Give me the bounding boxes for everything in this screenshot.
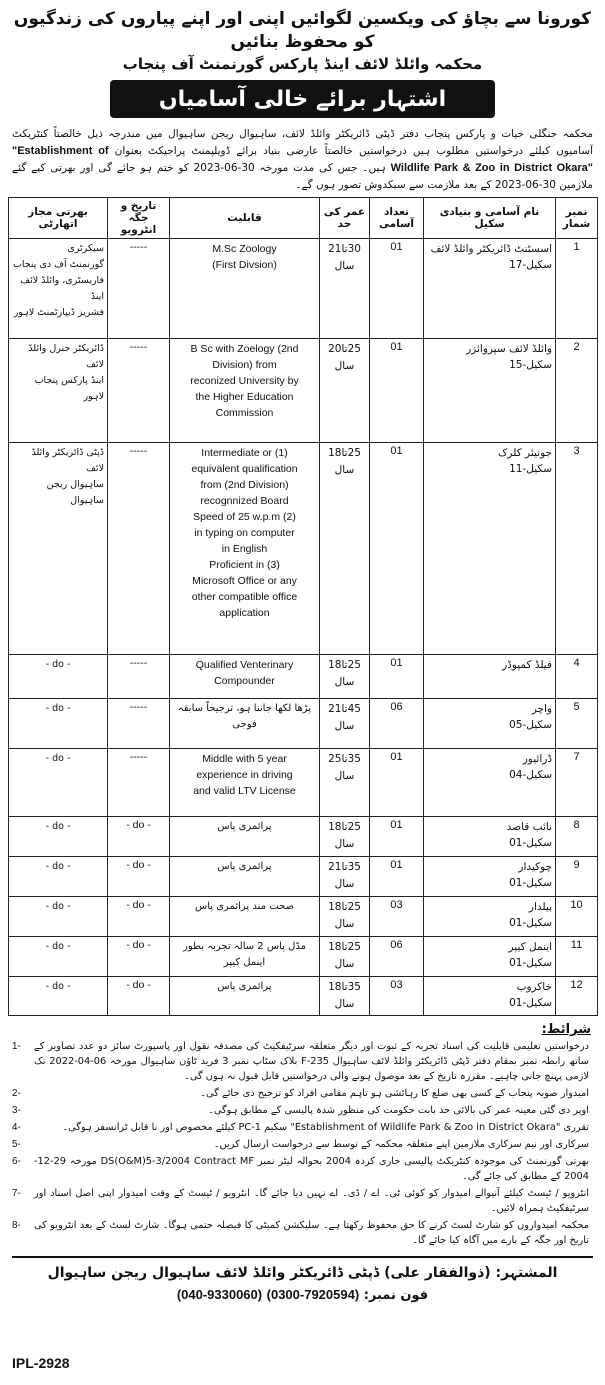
post-scale: سکیل-11 bbox=[509, 463, 552, 475]
post-quantity: 06 bbox=[390, 939, 403, 951]
authority-line: ڈپٹی ڈائریکٹر وائلڈ لائف bbox=[31, 447, 104, 474]
cell-serial bbox=[556, 977, 598, 1016]
post-quantity: 01 bbox=[390, 859, 403, 871]
cell-interview bbox=[108, 239, 170, 339]
condition-number: 2- bbox=[12, 1088, 21, 1099]
table-row bbox=[9, 937, 598, 977]
age-unit: سال bbox=[334, 260, 355, 272]
post-quantity: 03 bbox=[390, 899, 403, 911]
cell-qualification bbox=[170, 699, 320, 749]
serial-number: 1 bbox=[573, 241, 580, 253]
authority-line: ڈائریکٹر جنرل وائلڈ لائف bbox=[28, 343, 104, 370]
post-name: خاکروب bbox=[516, 981, 552, 993]
cell-age bbox=[320, 897, 370, 937]
header bbox=[8, 8, 597, 74]
post-quantity: 01 bbox=[390, 341, 403, 353]
interview-date: ----- bbox=[129, 657, 148, 669]
serial-number: 4 bbox=[573, 657, 580, 669]
cell-serial bbox=[556, 339, 598, 443]
qualification-line: equivalent qualification bbox=[191, 463, 298, 475]
cell-authority bbox=[9, 239, 108, 339]
condition-item bbox=[12, 1086, 593, 1101]
table-row bbox=[9, 239, 598, 339]
interview-date: - do - bbox=[126, 899, 151, 911]
phone-line bbox=[8, 1284, 597, 1307]
age-unit: سال bbox=[334, 958, 355, 970]
qualification-line: other compatible office bbox=[191, 591, 298, 603]
cell-interview bbox=[108, 897, 170, 937]
qualification-line: (1) Intermediate or bbox=[201, 447, 288, 459]
department-name: محکمہ وائلڈ لائف اینڈ پارکس گورنمنٹ آف پنجاب bbox=[122, 55, 483, 73]
qualification-line: in English bbox=[221, 543, 268, 555]
cell-post bbox=[424, 443, 556, 655]
condition-number: 8- bbox=[12, 1220, 21, 1231]
qualification-text: صحت مند پرائمری پاس bbox=[195, 901, 294, 912]
cell-quantity bbox=[370, 857, 424, 897]
advertiser: المشتہر: (ذوالفقار علی) ڈپٹی ڈائریکٹر وائلڈ لائف ساہیوال ریجن ساہیوال bbox=[47, 1265, 558, 1281]
authority-line: فاریسٹری، وائلڈ لائف اینڈ bbox=[20, 275, 104, 302]
post-scale: سکیل-01 bbox=[509, 877, 552, 889]
condition-text: اوپر دی گئی معینہ عمر کی بالائی حد بابت حکومت کی منظور شدہ پالیسی کے مطابق ہوگی۔ bbox=[208, 1105, 589, 1116]
authority-line: - do - bbox=[45, 941, 71, 952]
serial-number: 12 bbox=[570, 979, 583, 991]
table-row bbox=[9, 655, 598, 699]
condition-number: 4- bbox=[12, 1122, 21, 1133]
serial-number: 2 bbox=[573, 341, 580, 353]
age-unit: سال bbox=[334, 878, 355, 890]
cell-post bbox=[424, 817, 556, 857]
cell-post bbox=[424, 857, 556, 897]
age-range: 25تا18 bbox=[328, 447, 361, 459]
authority-line: - do - bbox=[45, 703, 71, 714]
cell-serial bbox=[556, 749, 598, 817]
table-row bbox=[9, 977, 598, 1016]
serial-number: 3 bbox=[573, 445, 580, 457]
age-range: 25تا18 bbox=[328, 901, 361, 913]
header-interview: تاریخ و جگہ انٹرویو bbox=[108, 198, 170, 239]
qualification-line: Compounder bbox=[214, 675, 275, 687]
table-row bbox=[9, 897, 598, 937]
post-scale: سکیل-01 bbox=[509, 917, 552, 929]
cell-interview bbox=[108, 699, 170, 749]
interview-date: ----- bbox=[129, 241, 148, 253]
condition-text: سرکاری اور نیم سرکاری ملازمین اپنے متعلقہ محکمہ کے توسط سے درخواست ارسال کریں۔ bbox=[213, 1139, 589, 1150]
cell-serial bbox=[556, 239, 598, 339]
cell-qualification bbox=[170, 897, 320, 937]
qualification-line: Commission bbox=[215, 407, 274, 419]
age-unit: سال bbox=[334, 918, 355, 930]
age-range: 35تا25 bbox=[328, 753, 361, 765]
table-row bbox=[9, 443, 598, 655]
condition-number: 3- bbox=[12, 1105, 21, 1116]
serial-number: 11 bbox=[570, 939, 583, 951]
age-unit: سال bbox=[334, 676, 355, 688]
cell-post bbox=[424, 897, 556, 937]
post-name: نائب قاصد bbox=[506, 821, 552, 833]
cell-quantity bbox=[370, 699, 424, 749]
cell-serial bbox=[556, 699, 598, 749]
table-row bbox=[9, 749, 598, 817]
authority-line: - do - bbox=[45, 821, 71, 832]
qualification-line: (2nd Division) from bbox=[200, 479, 289, 491]
qualification-line: (2) Speed of 25 w.p.m bbox=[193, 511, 296, 523]
cell-age bbox=[320, 937, 370, 977]
qualification-line: reconized University by bbox=[190, 375, 299, 387]
condition-item bbox=[12, 1039, 593, 1084]
age-unit: سال bbox=[334, 464, 355, 476]
age-unit: سال bbox=[334, 770, 355, 782]
cell-qualification bbox=[170, 749, 320, 817]
qualification-text: پڑھا لکھا جاننا ہو، ترجیحاً سابقہ فوجی bbox=[177, 703, 312, 730]
cell-qualification bbox=[170, 239, 320, 339]
condition-text: امیدوار صوبہ پنجاب کے کسی بھی ضلع کا رہائشی ہو تاہم مقامی افراد کو ترجیح دی جائے گی۔ bbox=[200, 1088, 589, 1099]
age-unit: سال bbox=[334, 360, 355, 372]
cell-age bbox=[320, 655, 370, 699]
serial-number: 10 bbox=[570, 899, 583, 911]
cell-post bbox=[424, 937, 556, 977]
serial-number: 8 bbox=[573, 819, 580, 831]
cell-quantity bbox=[370, 655, 424, 699]
qualification-line: (3) Proficient in bbox=[209, 559, 280, 571]
cell-authority bbox=[9, 339, 108, 443]
interview-date: - do - bbox=[126, 979, 151, 991]
age-range: 30تا21 bbox=[328, 243, 361, 255]
post-name: فیلڈ کمپوڈر bbox=[502, 659, 552, 671]
post-name: بیلدار bbox=[528, 901, 552, 913]
cell-qualification bbox=[170, 817, 320, 857]
interview-date: ----- bbox=[129, 341, 148, 353]
interview-date: - do - bbox=[126, 859, 151, 871]
cell-authority bbox=[9, 443, 108, 655]
authority-line: ساہیوال ریجن ساہیوال bbox=[46, 479, 104, 506]
table-row bbox=[9, 817, 598, 857]
cell-interview bbox=[108, 655, 170, 699]
cell-post bbox=[424, 339, 556, 443]
qualification-line: Middle with 5 year bbox=[202, 753, 287, 765]
project-title: "Establishment of Wildlife Park & Zoo in District Okara" bbox=[12, 145, 593, 174]
cell-authority bbox=[9, 897, 108, 937]
cell-quantity bbox=[370, 817, 424, 857]
cell-post bbox=[424, 655, 556, 699]
header-post: نام آسامی و بنیادی سکیل bbox=[424, 198, 556, 239]
condition-item bbox=[12, 1103, 593, 1118]
condition-item bbox=[12, 1218, 593, 1248]
post-quantity: 01 bbox=[390, 241, 403, 253]
post-name: ڈرائیور bbox=[522, 753, 552, 765]
age-range: 35تا18 bbox=[328, 981, 361, 993]
post-quantity: 06 bbox=[390, 701, 403, 713]
phone-number-2: (0300-7920594) bbox=[266, 1287, 360, 1302]
cell-serial bbox=[556, 655, 598, 699]
cell-authority bbox=[9, 817, 108, 857]
qualification-line: recognnized Board bbox=[200, 495, 289, 507]
post-name: وائلڈ لائف سپروائزر bbox=[466, 343, 552, 355]
age-range: 35تا21 bbox=[328, 861, 361, 873]
authority-line: - do - bbox=[45, 659, 71, 670]
qualification-line: Microsoft Office or any bbox=[192, 575, 297, 587]
ipl-code: IPL-2928 bbox=[12, 1355, 70, 1371]
post-name: اینمل کیپر bbox=[508, 941, 552, 953]
qualification-line: application bbox=[219, 607, 270, 619]
interview-date: - do - bbox=[126, 939, 151, 951]
cell-age bbox=[320, 857, 370, 897]
post-scale: سکیل-15 bbox=[509, 359, 552, 371]
cell-serial bbox=[556, 857, 598, 897]
cell-quantity bbox=[370, 239, 424, 339]
cell-interview bbox=[108, 817, 170, 857]
qualification-line: experience in driving bbox=[196, 769, 293, 781]
qualification-line: Division) from bbox=[212, 359, 277, 371]
cell-authority bbox=[9, 749, 108, 817]
qualification-line: B Sc with Zoelogy (2nd bbox=[190, 343, 299, 355]
header-serial: نمبر شمار bbox=[556, 198, 598, 239]
cell-serial bbox=[556, 937, 598, 977]
age-unit: سال bbox=[334, 838, 355, 850]
table-header-row bbox=[9, 198, 598, 239]
post-scale: سکیل-01 bbox=[509, 957, 552, 969]
vacancies-table bbox=[8, 197, 598, 1016]
post-name: اسسٹنٹ ڈائریکٹر وائلڈ لائف bbox=[430, 243, 552, 255]
table-row bbox=[9, 339, 598, 443]
post-name: چوکیدار bbox=[518, 861, 552, 873]
intro-part1: محکمہ جنگلی حیات و پارکس پنجاب دفتر ڈپٹی ڈائریکٹر وائلڈ لائف، ساہیوال ریجن ساہیوال میں مندرجہ ذیل خالصتاً کنٹریکٹ آسامیوں کیلئے درخواستیں مطلوب ہیں درخواستیں خالصتاً عارضی بنیاد برائے ڈویلپمنٹ پراجیکٹ بعنوان bbox=[12, 128, 593, 157]
post-scale: سکیل-01 bbox=[509, 997, 552, 1009]
cell-quantity bbox=[370, 977, 424, 1016]
post-quantity: 01 bbox=[390, 657, 403, 669]
cell-qualification bbox=[170, 443, 320, 655]
header-age: عمر کی حد bbox=[320, 198, 370, 239]
serial-number: 9 bbox=[573, 859, 580, 871]
header-qualification: قابلیت bbox=[170, 198, 320, 239]
condition-number: 7- bbox=[12, 1188, 21, 1199]
condition-item bbox=[12, 1120, 593, 1135]
age-range: 25تا18 bbox=[328, 659, 361, 671]
qualification-line: the Higher Education bbox=[195, 391, 294, 403]
post-scale: سکیل-05 bbox=[509, 719, 552, 731]
qualification-text: پرائمری پاس bbox=[217, 821, 272, 832]
post-scale: سکیل-17 bbox=[509, 259, 552, 271]
authority-line: سیکرٹری bbox=[67, 243, 104, 254]
authority-line: فشریز ڈیپارٹمنٹ لاہور bbox=[13, 307, 104, 318]
post-quantity: 03 bbox=[390, 979, 403, 991]
cell-qualification bbox=[170, 857, 320, 897]
cell-serial bbox=[556, 897, 598, 937]
condition-item bbox=[12, 1137, 593, 1152]
condition-text: تقرری "Establishment of Wildlife Park & Zoo in District Okara" سکیم PC-1 کیلئے مخصوص اور نا قابل ٹرانسفر ہوگی۔ bbox=[62, 1122, 589, 1133]
cell-serial bbox=[556, 443, 598, 655]
cell-qualification bbox=[170, 655, 320, 699]
authority-line: - do - bbox=[45, 861, 71, 872]
cell-interview bbox=[108, 977, 170, 1016]
cell-age bbox=[320, 443, 370, 655]
interview-date: ----- bbox=[129, 445, 148, 457]
qualification-line: in typing on computer bbox=[194, 527, 295, 539]
cell-qualification bbox=[170, 339, 320, 443]
condition-text: درخواستیں تعلیمی قابلیت کی اسناد تجربہ کے ثبوت اور دیگر متعلقہ سرٹیفکیٹ کی مصدقہ نقول اور پاسپورٹ سائز دو عدد تصاویر کے ساتھ رابطہ نمبر بمقام دفتر ڈپٹی ڈائریکٹر وائلڈ لائف ساہیوال 235-F بلاک سٹاپ نمبر 3 فرید ٹاؤن ساہیوال مورخہ 06-04-2022 تک لازمی پہنچ جانی چاہیے۔ مقررہ تاریخ کے بعد موصول ہونے والی درخواستیں قابل قبول نہ ہوں گی۔ bbox=[34, 1041, 589, 1082]
condition-number: 1- bbox=[12, 1041, 21, 1052]
age-range: 25تا18 bbox=[328, 821, 361, 833]
cell-interview bbox=[108, 937, 170, 977]
post-name: واچر bbox=[531, 703, 552, 715]
authority-line: اینڈ پارکس پنجاب لاہور bbox=[34, 375, 104, 402]
authority-line: - do - bbox=[45, 901, 71, 912]
cell-interview bbox=[108, 443, 170, 655]
post-quantity: 01 bbox=[390, 751, 403, 763]
cell-age bbox=[320, 699, 370, 749]
cell-interview bbox=[108, 749, 170, 817]
vacancies-banner: اشتہار برائے خالی آسامیاں bbox=[110, 80, 495, 118]
serial-number: 7 bbox=[573, 751, 580, 763]
conditions-title: شرائط: bbox=[541, 1022, 591, 1037]
footer bbox=[8, 1258, 597, 1307]
cell-post bbox=[424, 977, 556, 1016]
age-unit: سال bbox=[334, 998, 355, 1010]
age-range: 45تا21 bbox=[328, 703, 361, 715]
condition-number: 5- bbox=[12, 1139, 21, 1150]
post-scale: سکیل-01 bbox=[509, 837, 552, 849]
cell-quantity bbox=[370, 443, 424, 655]
cell-qualification bbox=[170, 937, 320, 977]
post-scale: سکیل-04 bbox=[509, 769, 552, 781]
post-name: جونیئر کلرک bbox=[498, 447, 552, 459]
condition-text: انٹرویو / ٹیسٹ کیلئے آنیوالے امیدوار کو کوئی ٹی۔ اے / ڈی۔ اے نہیں دیا جائے گا۔ انٹرویو / ٹیسٹ کے وقت امیدوار اپنی اصل اسناد اور سرٹیفکیٹ ہمراہ لائیں۔ bbox=[34, 1188, 589, 1214]
qualification-text: مڈل پاس 2 سالہ تجربہ بطور اینمل کیپر bbox=[183, 941, 306, 968]
cell-quantity bbox=[370, 937, 424, 977]
age-range: 25تا18 bbox=[328, 941, 361, 953]
header-authority: بھرتی مجاز اتھارٹی bbox=[9, 198, 108, 239]
intro-part2: ہیں۔ جس کی مدت مورخہ 30-06-2023 کو ختم ہو جائے گی اور بھرتی کیے گئے ملازمین 30-06-2023 کے بعد ملازمت سے سبکدوش تصور ہوں گے۔ bbox=[12, 162, 593, 191]
qualification-line: Qualified Venterinary bbox=[195, 659, 294, 671]
condition-text: محکمہ امیدواروں کو شارٹ لسٹ کرنے کا حق محفوظ رکھتا ہے۔ سلیکشن کمیٹی کا فیصلہ حتمی ہوگا۔ شارٹ لسٹ کے بعد انٹرویو کی تاریخ اور جگہ کے بارے میں آگاہ کیا جائے گا۔ bbox=[34, 1220, 589, 1246]
cell-quantity bbox=[370, 339, 424, 443]
authority-line: - do - bbox=[45, 981, 71, 992]
cell-authority bbox=[9, 655, 108, 699]
age-unit: سال bbox=[334, 720, 355, 732]
cell-serial bbox=[556, 817, 598, 857]
header-quantity: تعداد آسامی bbox=[370, 198, 424, 239]
interview-date: - do - bbox=[126, 819, 151, 831]
cell-qualification bbox=[170, 977, 320, 1016]
phone-number-1: (040-9330060) bbox=[176, 1287, 263, 1302]
phone-label: فون نمبر: bbox=[363, 1288, 429, 1303]
cell-age bbox=[320, 239, 370, 339]
condition-number: 6- bbox=[12, 1156, 21, 1167]
qualification-line: M.Sc Zoology bbox=[212, 243, 277, 255]
authority-line: گورنمنٹ آف دی پنجاب bbox=[12, 259, 104, 270]
covid-slogan: کورونا سے بچاؤ کی ویکسین لگوائیں اپنی اور اپنے پیاروں کی زندگیوں کو محفوظ بنائیں bbox=[13, 9, 592, 52]
cell-quantity bbox=[370, 897, 424, 937]
qualification-text: پرائمری پاس bbox=[217, 861, 272, 872]
post-quantity: 01 bbox=[390, 445, 403, 457]
authority-line: - do - bbox=[45, 753, 71, 764]
conditions-list bbox=[8, 1039, 597, 1248]
cell-authority bbox=[9, 857, 108, 897]
condition-text: بھرتی گورنمنٹ کی موجودہ کنٹریکٹ پالیسی جاری کردہ 2004 بحوالہ لیٹر نمبر DS(O&M)5-3/2004 Contract MF مورخہ 29-12-2004 کے مطابق کی جائے گی۔ bbox=[34, 1156, 589, 1182]
cell-age bbox=[320, 339, 370, 443]
interview-date: ----- bbox=[129, 751, 148, 763]
cell-post bbox=[424, 749, 556, 817]
cell-age bbox=[320, 749, 370, 817]
qualification-line: and valid LTV License bbox=[193, 785, 296, 797]
cell-authority bbox=[9, 977, 108, 1016]
condition-item bbox=[12, 1154, 593, 1184]
table-row bbox=[9, 857, 598, 897]
cell-post bbox=[424, 239, 556, 339]
cell-age bbox=[320, 977, 370, 1016]
cell-authority bbox=[9, 699, 108, 749]
cell-authority bbox=[9, 937, 108, 977]
interview-date: ----- bbox=[129, 701, 148, 713]
table-row bbox=[9, 699, 598, 749]
qualification-text: پرائمری پاس bbox=[217, 981, 272, 992]
intro-paragraph bbox=[8, 126, 597, 194]
cell-interview bbox=[108, 857, 170, 897]
condition-item bbox=[12, 1186, 593, 1216]
cell-quantity bbox=[370, 749, 424, 817]
post-quantity: 01 bbox=[390, 819, 403, 831]
serial-number: 5 bbox=[573, 701, 580, 713]
cell-post bbox=[424, 699, 556, 749]
qualification-line: (First Divsion) bbox=[212, 259, 277, 271]
cell-interview bbox=[108, 339, 170, 443]
age-range: 25تا20 bbox=[328, 343, 361, 355]
cell-age bbox=[320, 817, 370, 857]
